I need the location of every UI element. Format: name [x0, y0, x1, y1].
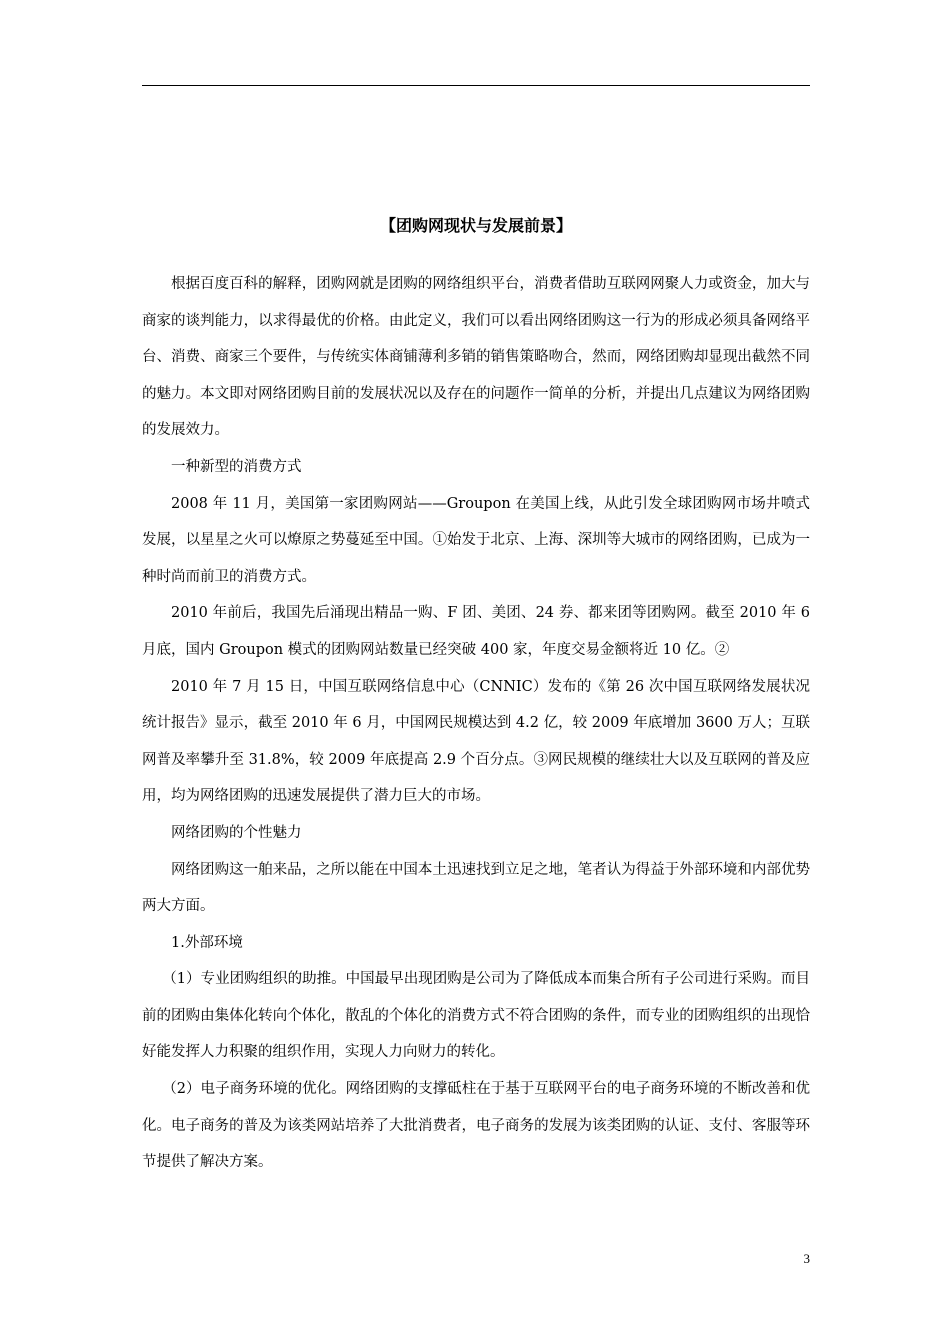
document-body [142, 266, 810, 1181]
paragraph-item-1: （1）专业团购组织的助推。中国最早出现团购是公司为了降低成本而集合所有子公司进行采购。而目前的团购由集体化转向个体化，散乱的个体化的消费方式不符合团购的条件，而专业的团购组织的出现恰好能发挥人力积聚的组织作用，实现人力向财力的转化。 [142, 971, 810, 1061]
section-heading-new-consumption: 一种新型的消费方式 [171, 458, 302, 475]
section-heading-charm: 网络团购的个性魅力 [171, 824, 302, 841]
paragraph-item-2: （2）电子商务环境的优化。网络团购的支撑砥柱在于基于互联网平台的电子商务环境的不断改善和优化。电子商务的普及为该类网站培养了大批消费者，电子商务的发展为该类团购的认证、支付、客服等环节提供了解决方案。 [142, 1081, 810, 1171]
page-number: 3 [803, 1251, 810, 1266]
paragraph-external-internal: 网络团购这一舶来品，之所以能在中国本土迅速找到立足之地，笔者认为得益于外部环境和内部优势两大方面。 [142, 861, 810, 915]
paragraph-intro: 根据百度百科的解释，团购网就是团购的网络组织平台，消费者借助互联网网聚人力或资金，加大与商家的谈判能力，以求得最优的价格。由此定义，我们可以看出网络团购这一行为的形成必须具备网络平台、消费、商家三个要件，与传统实体商铺薄利多销的销售策略吻合，然而，网络团购却显现出截然不同的魅力。本文即对网络团购目前的发展状况以及存在的问题作一简单的分析，并提出几点建议为网络团购的发展效力。 [142, 276, 810, 439]
paragraph-2010-sites: 2010 年前后，我国先后涌现出精品一购、F 团、美团、24 券、都来团等团购网。截至 2010 年 6 月底，国内 Groupon 模式的团购网站数量已经突破 400 家，年度交易金额将近 10 亿。② [142, 605, 810, 658]
subsection-heading-external: 1.外部环境 [171, 934, 243, 951]
document-title: 【团购网现状与发展前景】 [379, 216, 572, 235]
header-rule [142, 85, 810, 86]
paragraph-cnnic-report: 2010 年 7 月 15 日，中国互联网络信息中心（CNNIC）发布的《第 26 次中国互联网络发展状况统计报告》显示，截至 2010 年 6 月，中国网民规模达到 4.2 亿，较 2009 年底增加 3600 万人；互联网普及率攀升至 31.8%，较 2009 年底提高 2.9 个百分点。③网民规模的继续壮大以及互联网的普及应用，均为网络团购的迅速发展提供了潜力巨大的市场。 [142, 678, 810, 805]
paragraph-groupon-launch: 2008 年 11 月，美国第一家团购网站——Groupon 在美国上线，从此引发全球团购网市场井喷式发展，以星星之火可以燎原之势蔓延至中国。①始发于北京、上海、深圳等大城市的网络团购，已成为一种时尚而前卫的消费方式。 [142, 495, 810, 585]
